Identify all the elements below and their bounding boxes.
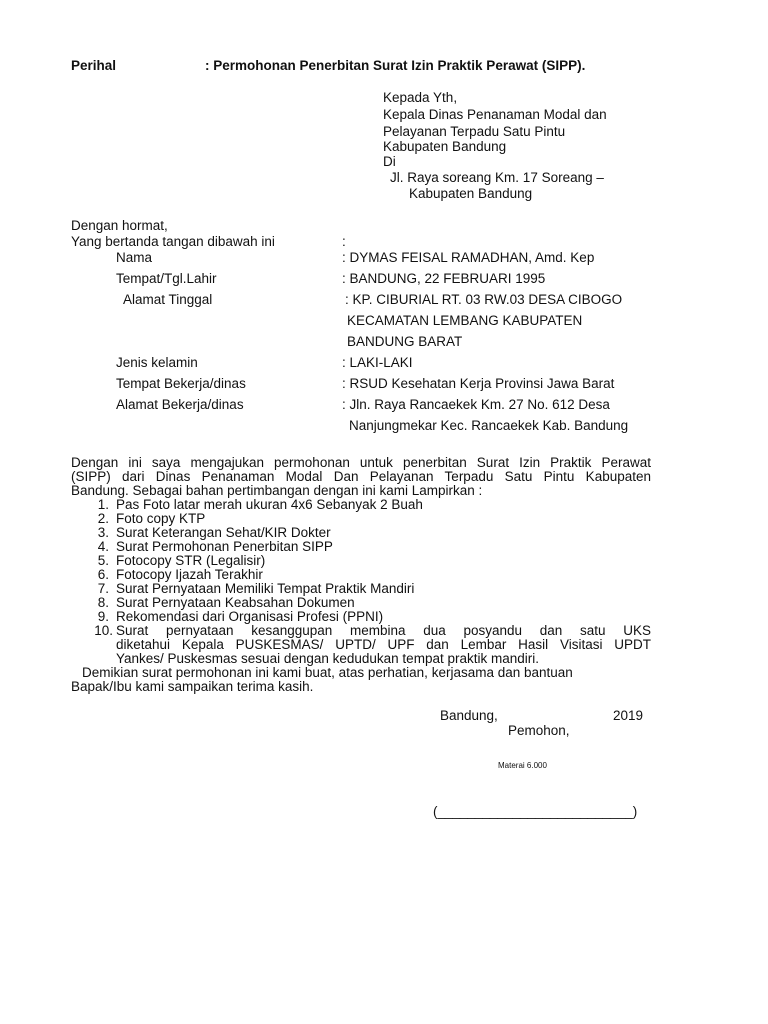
attachment-number: 4. [97, 539, 109, 554]
field-label-alamat-kerja: Alamat Bekerja/dinas [116, 397, 244, 412]
field-label-tempat-kerja: Tempat Bekerja/dinas [116, 376, 246, 391]
attachment-number: 3. [97, 525, 109, 540]
recipient-address-line: Jl. Raya soreang Km. 17 Soreang – [390, 170, 604, 185]
attachment-item: Rekomendasi dari Organisasi Profesi (PPNI) [116, 609, 384, 624]
attachment-number: 10. [94, 623, 113, 638]
perihal-label: Perihal [71, 58, 117, 73]
closing-line: Demikian surat permohonan ini kami buat, atas perhatian, kerjasama dan bantuan [82, 665, 573, 680]
field-value-ttl: : BANDUNG, 22 FEBRUARI 1995 [342, 271, 546, 286]
perihal-value: : Permohonan Penerbitan Surat Izin Praktik Perawat (SIPP). [205, 58, 586, 73]
recipient-line: Kepala Dinas Penanaman Modal dan [383, 107, 607, 122]
attachment-item: Fotocopy Ijazah Terakhir [116, 567, 263, 582]
recipient-line: Pelayanan Terpadu Satu Pintu [383, 124, 566, 139]
recipient-address-line: Kabupaten Bandung [409, 186, 533, 201]
field-value-nama: : DYMAS FEISAL RAMADHAN, Amd. Kep [342, 250, 595, 265]
attachment-item: Pas Foto latar merah ukuran 4x6 Sebanyak 2 Buah [116, 497, 423, 512]
attachment-item: Surat Permohonan Penerbitan SIPP [116, 539, 333, 554]
signature-city: Bandung, [440, 708, 498, 723]
attachment-item: Surat pernyataan kesanggupan membina dua posyandu dan satu UKS [116, 623, 651, 638]
field-label-alamat: Alamat Tinggal [123, 292, 213, 307]
field-value-alamat: : KP. CIBURIAL RT. 03 RW.03 DESA CIBOGO [345, 292, 623, 307]
attachment-number: 5. [97, 553, 109, 568]
attachment-number: 9. [97, 609, 109, 624]
recipient-line: Kepada Yth, [383, 90, 458, 105]
attachment-item: Yankes/ Puskesmas sesuai dengan kedudukan tempat praktik mandiri. [116, 651, 539, 666]
attachment-item: Fotocopy STR (Legalisir) [116, 553, 266, 568]
attachment-item: Surat Keterangan Sehat/KIR Dokter [116, 525, 331, 540]
field-label-ttl: Tempat/Tgl.Lahir [116, 271, 217, 286]
field-value-alamat-kerja: : Jln. Raya Rancaekek Km. 27 No. 612 Desa [342, 397, 610, 412]
signature-line: (__________________________) [433, 804, 638, 819]
attachment-number: 7. [97, 581, 109, 596]
recipient-line: Kabupaten Bandung [383, 139, 507, 154]
attachment-number: 6. [97, 567, 109, 582]
intro-label: Yang bertanda tangan dibawah ini [71, 234, 275, 249]
body-line: Dengan ini saya mengajukan permohonan untuk penerbitan Surat Izin Praktik Perawat [71, 455, 651, 470]
field-value-alamat: KECAMATAN LEMBANG KABUPATEN [347, 313, 583, 328]
attachment-number: 8. [97, 595, 109, 610]
attachment-item: Surat Pernyataan Keabsahan Dokumen [116, 595, 355, 610]
field-label-nama: Nama [116, 250, 153, 265]
field-value-jenis-kelamin: : LAKI-LAKI [342, 355, 413, 370]
recipient-line: Di [383, 154, 396, 169]
attachment-item: Foto copy KTP [116, 511, 206, 526]
intro-colon: : [342, 234, 346, 249]
attachment-item: diketahui Kepala PUSKESMAS/ UPTD/ UPF dan Lembar Hasil Visitasi UPDT [116, 637, 651, 652]
closing-line: Bapak/Ibu kami sampaikan terima kasih. [71, 679, 314, 694]
attachment-number: 1. [97, 497, 109, 512]
field-value-alamat-kerja: Nanjungmekar Kec. Rancaekek Kab. Bandung [349, 418, 629, 433]
body-line: Bandung. Sebagai bahan pertimbangan dengan ini kami Lampirkan : [71, 483, 483, 498]
attachment-number: 2. [97, 511, 109, 526]
signature-role: Pemohon, [508, 723, 570, 738]
signature-year: 2019 [613, 708, 644, 723]
field-value-tempat-kerja: : RSUD Kesehatan Kerja Provinsi Jawa Barat [342, 376, 615, 391]
field-value-alamat: BANDUNG BARAT [347, 334, 463, 349]
salutation: Dengan hormat, [71, 218, 168, 233]
materai-label: Materai 6.000 [498, 761, 547, 770]
attachment-item: Surat Pernyataan Memiliki Tempat Praktik Mandiri [116, 581, 415, 596]
body-line: (SIPP) dari Dinas Penanaman Modal Dan Pelayanan Terpadu Satu Pintu Kabupaten [71, 469, 651, 484]
field-label-jenis-kelamin: Jenis kelamin [116, 355, 198, 370]
